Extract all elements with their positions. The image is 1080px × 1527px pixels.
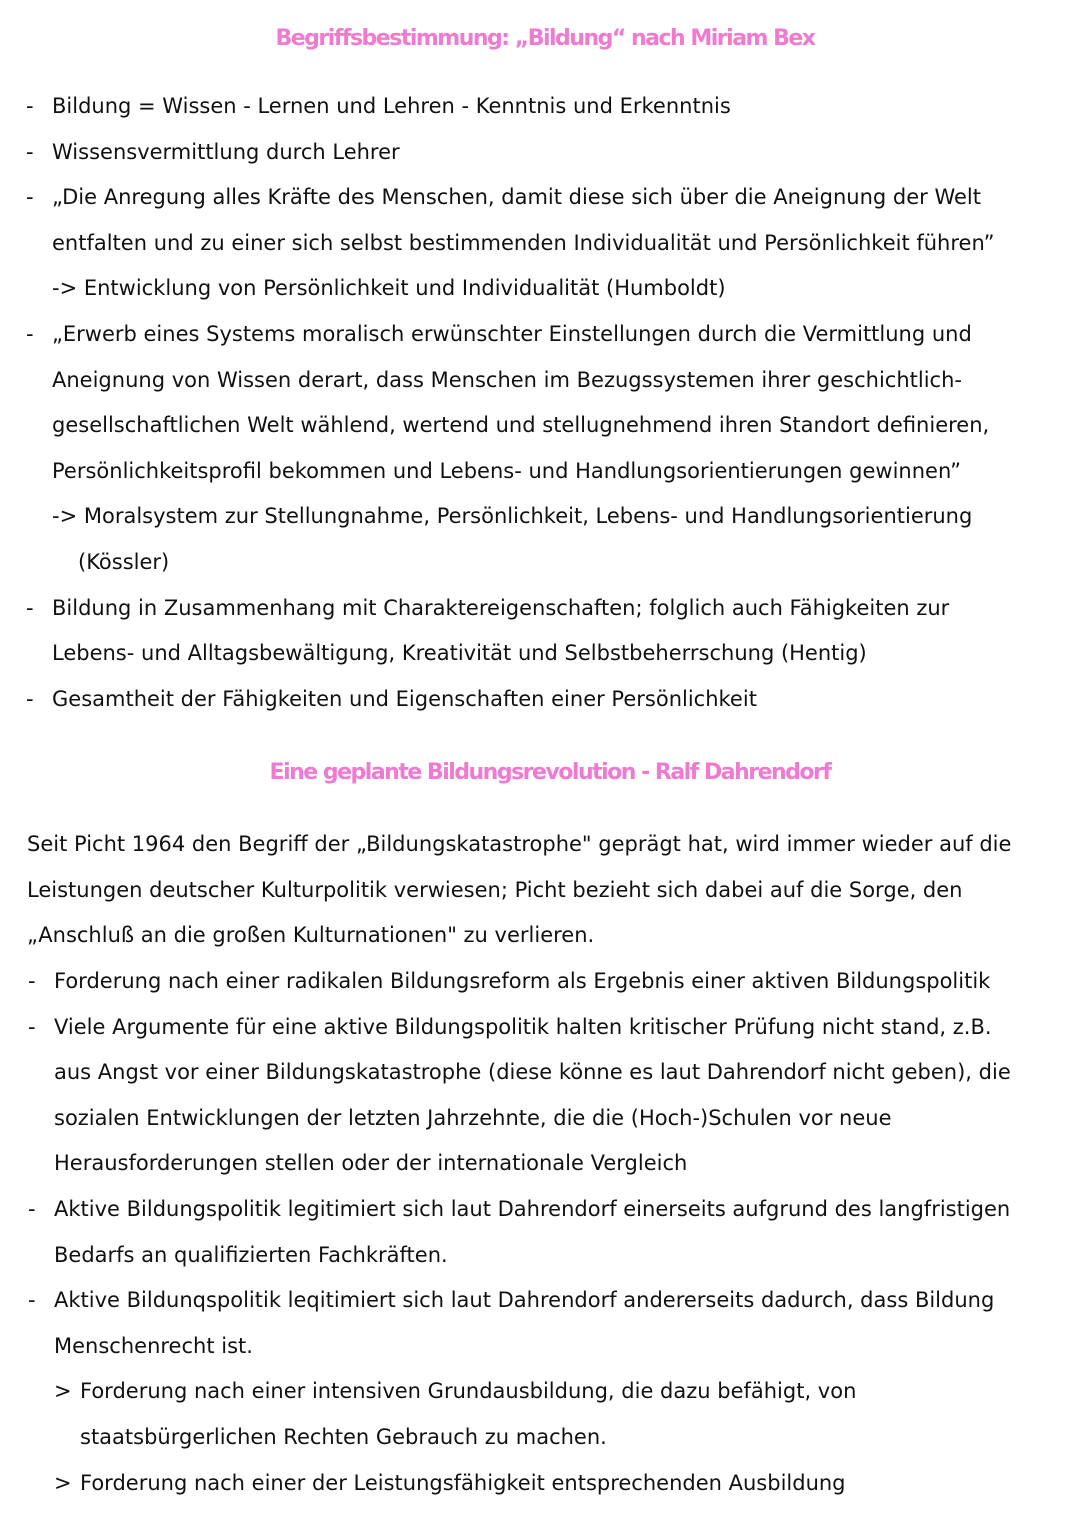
arrow-note-continuation: (Kössler) <box>78 549 170 574</box>
list-item-continuation: Persönlichkeitsprofil bekommen und Lebens- und Handlungsorientierungen gewinnen” <box>52 458 961 483</box>
list-item-continuation: aus Angst vor einer Bildungskatastrophe (diese könne es laut Dahrendorf nicht geben), die <box>54 1060 1011 1085</box>
list-item: - Aktive Bildunqspolitik leqitimiert sich laut Dahrendorf andererseits dadurch, dass Bildung <box>28 1288 995 1313</box>
sub-list-item-continuation: staatsbürgerlichen Rechten Gebrauch zu machen. <box>80 1424 607 1449</box>
paragraph-line: Leistungen deutscher Kulturpolitik verwiesen; Picht bezieht sich dabei auf die Sorge, den <box>27 877 963 902</box>
section-bildungsrevolution-intro <box>27 822 1011 959</box>
list-item-continuation: gesellschaftlichen Welt wählend, wertend und stellugnehmend ihren Standort definieren, <box>52 413 990 438</box>
list-item-continuation: Menschenrecht ist. <box>54 1333 253 1358</box>
list-item-continuation: Lebens- und Alltagsbewältigung, Kreativität und Selbstbeherrschung (Hentig) <box>52 641 867 666</box>
list-item: - „Die Anregung alles Kräfte des Menschen, damit diese sich über die Aneignung der Welt <box>26 185 981 210</box>
list-item: - Bildung in Zusammenhang mit Charaktereigenschaften; folglich auch Fähigkeiten zur <box>26 595 950 620</box>
list-item: - Wissensvermittlung durch Lehrer <box>26 139 400 164</box>
list-item: - Forderung nach einer radikalen Bildungsreform als Ergebnis einer aktiven Bildungspolitik <box>28 969 991 993</box>
section-title-bildungsrevolution: Eine geplante Bildungsrevolution - Ralf Dahrendorf <box>269 760 831 785</box>
list-item: - Gesamtheit der Fähigkeiten und Eigenschaften einer Persönlichkeit <box>26 686 757 711</box>
list-item-continuation: entfalten und zu einer sich selbst bestimmenden Individualität und Persönlichkeit führen” <box>52 230 995 255</box>
list-item-continuation: sozialen Entwicklungen der letzten Jahrzehnte, die die (Hoch-)Schulen vor neue <box>54 1105 892 1130</box>
section-title-bildung: Begriffsbestimmung: „Bildung“ nach Miriam Bex <box>275 26 815 51</box>
paragraph-line: Seit Picht 1964 den Begriff der „Bildungskatastrophe" geprägt hat, wird immer wieder auf die <box>27 832 1012 856</box>
list-item: - Viele Argumente für eine aktive Bildungspolitik halten kritischer Prüfung nicht stand, z.B. <box>28 1014 992 1039</box>
list-item-continuation: Aneignung von Wissen derart, dass Menschen im Bezugssystemen ihrer geschichtlich- <box>52 367 962 392</box>
paragraph-line: „Anschluß an die großen Kulturnationen" zu verlieren. <box>27 923 595 948</box>
section-bildungsrevolution-list <box>28 959 1011 1506</box>
arrow-note: -> Entwicklung von Persönlichkeit und Individualität (Humboldt) <box>52 276 726 301</box>
list-item: - Bildung = Wissen - Lernen und Lehren - Kenntnis und Erkenntnis <box>26 94 731 118</box>
sub-list-item: > Forderung nach einer der Leistungsfähigkeit entsprechenden Ausbildung <box>54 1470 846 1495</box>
list-item-continuation: Bedarfs an qualifizierten Fachkräften. <box>54 1242 448 1267</box>
list-item: - „Erwerb eines Systems moralisch erwünschter Einstellungen durch die Vermittlung und <box>26 321 972 346</box>
section-bildung-list <box>26 84 995 722</box>
list-item: - Aktive Bildungspolitik legitimiert sich laut Dahrendorf einerseits aufgrund des langfristigen <box>28 1196 1011 1221</box>
arrow-note: -> Moralsystem zur Stellungnahme, Persönlichkeit, Lebens- und Handlungsorientierung <box>52 504 973 529</box>
list-item-continuation: Herausforderungen stellen oder der internationale Vergleich <box>54 1151 688 1176</box>
sub-list-item: > Forderung nach einer intensiven Grundausbildung, die dazu befähigt, von <box>54 1379 857 1404</box>
